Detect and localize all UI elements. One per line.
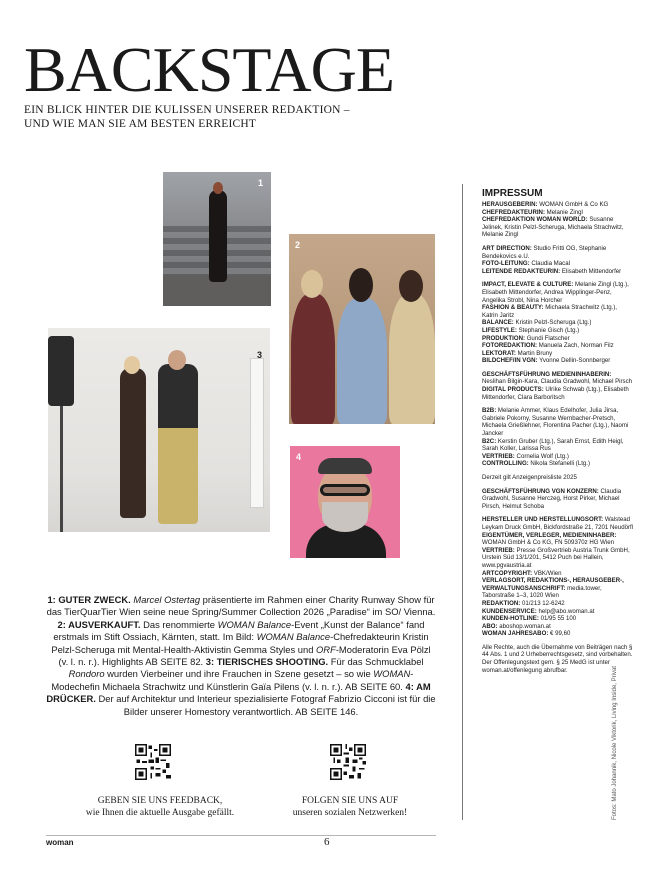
feedback-qr-code[interactable] — [135, 744, 171, 780]
impressum-entry — [482, 342, 634, 350]
impressum-entry — [482, 516, 634, 531]
impressum-text: Melanie Zingl — [544, 208, 583, 216]
impressum-text: € 99,60 — [548, 630, 571, 638]
photo-captions — [46, 594, 436, 718]
impressum-entry — [482, 488, 634, 511]
impressum-label: LEKTORAT: — [482, 349, 516, 357]
impressum-label: VERTRIEB: — [482, 452, 515, 460]
impressum-text: Claudia Gradwohl, Susanne Herczeg, Horst Pirker, Michael Pirsch, Helmut Schoba — [482, 487, 622, 510]
impressum-text: Melanie Ammer, Klaus Edelhofer, Julia Jirsa, Gabriele Pokorny, Susanne Wernbacher-Pretsch, Michaela Grießlehner, Florentina Pacher (Ltg.), Naomi Jancker — [482, 407, 629, 438]
impressum-label: BILDCHEF/IN VGN: — [482, 357, 538, 365]
impressum-entry — [482, 600, 634, 608]
caption-brand: ORF — [316, 643, 336, 655]
impressum-label: B2B: — [482, 407, 497, 415]
impressum-label: EIGENTÜMER, VERLEGER, MEDIENINHABER: — [482, 531, 617, 539]
impressum-entry — [482, 623, 634, 631]
impressum-text: Kristin Pelzl-Scheruga (Ltg.) — [513, 319, 592, 327]
photo-number: 1 — [257, 178, 263, 188]
caption-text: -Event „Kunst der Balance“ fand erstmals im Stift Ossiach, Kärnten, statt. Im Bild: — [53, 618, 425, 643]
impressum-text: Stephanie Gisch (Ltg.) — [516, 326, 580, 334]
photo-balance-event — [289, 234, 435, 424]
impressum-block — [482, 474, 634, 482]
photo-figure — [337, 298, 387, 424]
feedback-text — [70, 795, 250, 819]
photo-figure — [213, 182, 223, 194]
photo-figure — [322, 502, 368, 532]
caption-text: wurden Vierbeiner und ihre Frauchen in Szene gesetzt – so wie — [104, 668, 374, 680]
impressum-entry — [482, 407, 634, 437]
impressum-entry — [482, 327, 634, 335]
photo-credits: Fotos: Mato Johannik, Nicole Viktorik, Living Inside, Privat — [612, 666, 618, 820]
impressum-entry — [482, 260, 634, 268]
impressum-text: Derzeit gilt Anzeigenpreisliste 2025 — [482, 474, 577, 481]
impressum-text: Gundi Flatscher — [525, 334, 570, 342]
impressum-text: Manuela Zach, Norman Filz — [537, 342, 614, 350]
photo-figure — [301, 270, 323, 298]
page-title: BACKSTAGE — [24, 34, 394, 105]
impressum-text: Melanie Zingl (Ltg.), Elisabeth Mittendorfer, Andrea Wipplinger-Penz, Angelika Strobl, Nina Horcher — [482, 281, 629, 304]
impressum-label: GESCHÄFTSFÜHRUNG VGN KONZERN: — [482, 487, 599, 495]
impressum-heading: IMPRESSUM — [482, 188, 543, 199]
photo-bg-detail — [48, 336, 74, 406]
impressum-label: PRODUKTION: — [482, 334, 525, 342]
impressum-label: DIGITAL PRODUCTS: — [482, 386, 544, 394]
caption-label: 3: TIERISCHES SHOOTING. — [205, 656, 329, 668]
feedback-line: GEBEN SIE UNS FEEDBACK, — [97, 796, 223, 806]
impressum-entry — [482, 615, 634, 623]
impressum-label: CHEFREDAKTEURIN: — [482, 208, 545, 216]
caption-text: -Modechefin Michaela Strachwitz und Künstlerin Gaïa Pilens (v. l. n. r.). AB SEITE 60. — [51, 668, 414, 692]
photo-figure — [209, 190, 227, 282]
impressum-label: ART DIRECTION: — [482, 244, 532, 252]
photo-figure — [168, 350, 186, 370]
photo-figure — [158, 364, 198, 524]
photo-number: 2 — [295, 240, 301, 250]
impressum-label: REDAKTION: — [482, 599, 521, 607]
photo-figure — [349, 268, 373, 302]
magazine-logo: woman — [46, 838, 74, 847]
impressum-entry — [482, 201, 634, 209]
photo-jewelry-shooting — [48, 328, 270, 532]
impressum-label: CONTROLLING: — [482, 460, 529, 468]
impressum-text: Nikola Stefanelli (Ltg.) — [528, 460, 591, 468]
subtitle-line: UND WIE MAN SIE AM BESTEN ERREICHT — [24, 118, 257, 130]
impressum-text: media.tower, Taborstraße 1–3, 1020 Wien — [482, 584, 602, 600]
social-qr-code[interactable] — [330, 744, 366, 780]
subtitle-line: EIN BLICK HINTER DIE KULISSEN UNSERER REDAKTION – — [24, 104, 350, 116]
impressum-text: Ulrike Schwab (Ltg.), Elisabeth Mittendorfer, Clara Barboritsch — [482, 386, 629, 401]
impressum-text: Neslihan Bilgin-Kara, Claudia Gradwohl, Michael Pirsch — [482, 378, 633, 386]
impressum-label: VERTRIEB: — [482, 546, 515, 554]
impressum-text: Alle Rechte, auch die Übernahme von Beiträgen nach § 44 Abs. 1 und 2 Urheberrechtsgesetz, sind vorbehalten. Der Offenlegungstext gem. § 25 MedG ist unter woman.at/offenlegung abrufbar. — [482, 643, 633, 674]
caption-name: Marcel Ostertag — [133, 594, 201, 605]
photo-photographer-portrait — [290, 446, 400, 558]
impressum-text: Claudia Macal — [529, 260, 570, 268]
photo-bg-detail — [250, 358, 264, 508]
caption-brand: WOMAN Balance — [217, 618, 292, 630]
photo-bg-detail — [60, 406, 63, 532]
impressum-entry — [482, 608, 634, 616]
impressum-block — [482, 488, 634, 511]
photo-figure — [399, 270, 423, 302]
impressum-block — [482, 245, 634, 275]
impressum-label: ARTCOPYRIGHT: — [482, 569, 533, 577]
impressum-entry — [482, 357, 634, 365]
impressum-entry — [482, 532, 634, 547]
caption-text: Das renommierte — [140, 618, 218, 630]
caption-text: präsentierte im Rahmen einer Charity Runway Show für das TierQuarTier Wien seine neue Spring/Summer Collection 2026 „Paradise“ im SO/ Vienna. — [46, 594, 436, 618]
impressum-entry — [482, 577, 634, 600]
impressum-label: WOMAN JAHRESABO: — [482, 630, 549, 638]
caption-label: 1: GUTER ZWECK. — [47, 594, 131, 605]
impressum-label: KUNDENSERVICE: — [482, 607, 537, 615]
impressum-text: Elisabeth Mittendorfer — [560, 267, 622, 275]
photo-number: 3 — [256, 350, 262, 360]
impressum-entry — [482, 304, 634, 319]
page-subtitle — [24, 103, 350, 131]
impressum-label: GESCHÄFTSFÜHRUNG MEDIENINHABERIN: — [482, 370, 612, 378]
impressum-text: Studio Fritti OG, Stephanie Bendekovics e.U. — [482, 244, 607, 260]
photo-number: 4 — [296, 452, 302, 462]
impressum-text: help@abo.woman.at — [536, 607, 595, 615]
impressum-entry — [482, 460, 634, 468]
photo-figure — [291, 294, 335, 424]
impressum-text: VBK/Wien — [532, 569, 562, 577]
caption-brand: WOMAN Balance — [256, 631, 331, 643]
impressum-entry — [482, 209, 634, 217]
caption-text: Für das Schmucklabel — [328, 656, 424, 668]
impressum-block — [482, 516, 634, 638]
impressum-text: 01/95 55 100 — [538, 615, 577, 623]
impressum-label: LIFESTYLE: — [482, 326, 517, 334]
impressum-label: HERSTELLER UND HERSTELLUNGSORT: — [482, 516, 604, 524]
impressum-entry — [482, 371, 634, 386]
impressum-label: FASHION & BEAUTY: — [482, 304, 544, 312]
impressum-entry — [482, 268, 634, 276]
caption-text: Der auf Architektur und Interieur spezialisierte Fotograf Fabrizio Cicconi ist für die Bilder unserer Homestory verantwortlich. AB SEITE 146. — [95, 693, 436, 717]
impressum-label: VERLAGSORT, REDAKTIONS-, HERAUSGEBER-, VERWALTUNGSANSCHRIFT: — [482, 577, 624, 592]
impressum-entry — [482, 386, 634, 401]
impressum-entry — [482, 319, 634, 327]
impressum-text: Kerstin Gruber (Ltg.), Sarah Ernst, Edith Heigl, Sarah Koller, Larissa Rus — [482, 437, 624, 453]
impressum-label: FOTOREDAKTION: — [482, 342, 538, 350]
impressum-text: Martin Bruny — [515, 349, 553, 357]
impressum-label: BALANCE: — [482, 319, 514, 327]
impressum-block — [482, 281, 634, 365]
impressum-label: IMPACT, ELEVATE & CULTURE: — [482, 281, 574, 289]
footer-divider — [46, 835, 436, 836]
caption-text: -Chefredakteurin Kristin Pelzl-Scheruga mit Mental-Health-Aktivistin Gemma Styles und — [51, 631, 429, 655]
social-line: unseren sozialen Netzwerken! — [292, 808, 408, 818]
impressum-text: WOMAN GmbH & Co KG — [537, 201, 609, 208]
impressum-label: FOTO-LEITUNG: — [482, 260, 530, 268]
caption-label: 2: AUSVERKAUFT. — [57, 618, 141, 630]
impressum-text: Susanne Jelinek, Kristin Pelzl-Scheruga, Michaela Strachwitz, Melanie Zingl — [482, 216, 624, 239]
impressum-entry — [482, 630, 634, 638]
page-number: 6 — [324, 836, 330, 848]
impressum-entry — [482, 216, 634, 239]
impressum-label: KUNDEN-HOTLINE: — [482, 615, 539, 623]
social-text — [270, 795, 430, 819]
impressum-text: Walstead Leykam Druck GmbH, Bickfordstraße 21, 7201 Neudörfl — [482, 516, 634, 531]
impressum-entry — [482, 474, 634, 482]
impressum-divider — [462, 184, 463, 820]
caption-brand: Rondoro — [68, 668, 105, 680]
caption-label: 4: AM DRÜCKER. — [46, 680, 431, 705]
impressum-entry — [482, 547, 634, 570]
photo-figure — [124, 356, 140, 374]
impressum-entry — [482, 335, 634, 343]
caption-text: -Moderatorin Eva Pölzl (v. l. n. r.). Highlights AB SEITE 82. — [58, 643, 431, 668]
impressum — [482, 188, 634, 680]
impressum-label: LEITENDE REDAKTEURIN: — [482, 267, 561, 275]
impressum-label: ABO: — [482, 622, 498, 630]
photo-figure — [120, 368, 146, 518]
feedback-line: wie Ihnen die aktuelle Ausgabe gefällt. — [85, 808, 235, 818]
impressum-text: Yvonne Dellin-Sonnberger — [537, 357, 611, 365]
impressum-entry — [482, 350, 634, 358]
impressum-label: CHEFREDAKTION WOMAN WORLD: — [482, 216, 588, 224]
impressum-text: Michaela Strachwitz (Ltg.), Katrin Jaritz — [482, 304, 618, 319]
impressum-block — [482, 407, 634, 468]
impressum-text: aboshop.woman.at — [497, 622, 551, 630]
impressum-block — [482, 371, 634, 401]
impressum-text: 01/213 12-6242 — [520, 599, 565, 607]
impressum-text: WOMAN GmbH & Co KG, FN 509370z HG Wien — [482, 539, 615, 547]
impressum-entry — [482, 281, 634, 304]
impressum-text: Presse Großvertrieb Austria Trunk GmbH, Urstein Süd 13/1/201, 5412 Puch bei Hallein, www.pgvaustria.at — [482, 546, 630, 569]
photo-figure — [320, 484, 370, 496]
impressum-block — [482, 201, 634, 239]
impressum-label: HERAUSGEBERIN: — [482, 201, 538, 208]
impressum-label: B2C: — [482, 437, 497, 445]
photo-figure — [318, 458, 372, 474]
photo-figure — [389, 294, 435, 424]
impressum-entry — [482, 245, 634, 260]
photo-runway-show — [163, 172, 271, 306]
impressum-entry — [482, 570, 634, 578]
social-line: FOLGEN SIE UNS AUF — [301, 796, 399, 806]
impressum-text: Cornelia Wolf (Ltg.) — [514, 452, 569, 460]
impressum-entry — [482, 453, 634, 461]
impressum-entry — [482, 438, 634, 453]
caption-brand: WOMAN — [373, 668, 411, 680]
